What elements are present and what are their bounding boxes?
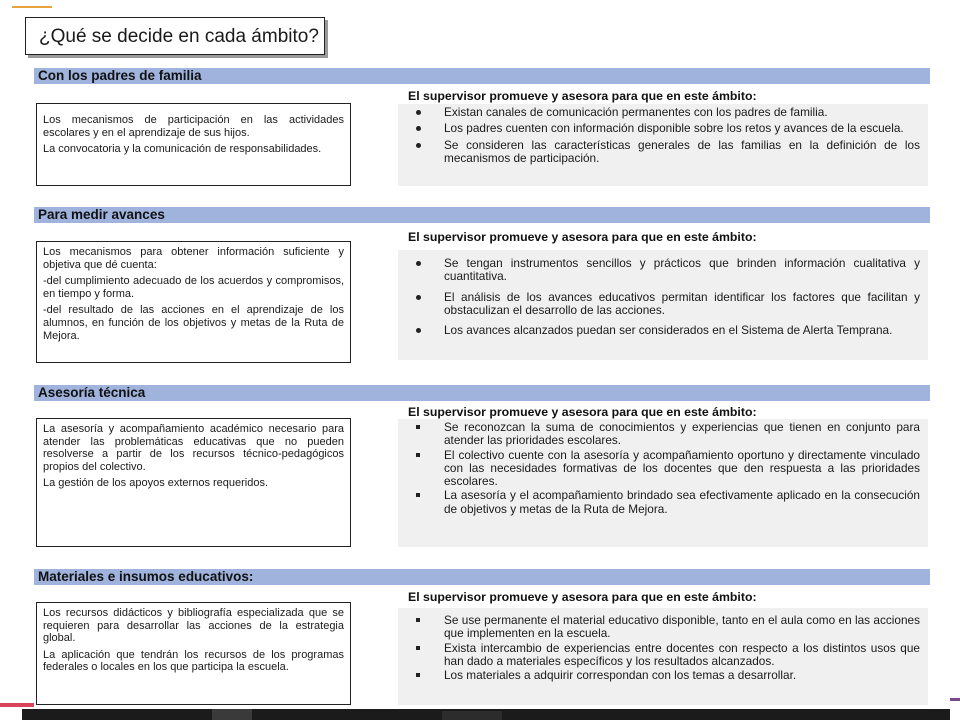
- section-heading-asesoria: Asesoría técnica: [34, 385, 930, 401]
- left-text: La aplicación que tendrán los recursos de los programas federales o locales en los que participa la escuela.: [43, 648, 344, 674]
- left-text: Los recursos didácticos y bibliografía especializada que se requieren para desarrollar las acciones de la estrategia global.: [43, 607, 344, 645]
- red-accent-mark: [0, 703, 34, 707]
- section-heading-materiales: Materiales e insumos educativos:: [34, 569, 930, 585]
- right-heading-asesoria: El supervisor promueve y asesora para que en este ámbito:: [408, 405, 757, 419]
- right-box-materiales: [398, 608, 928, 705]
- right-box-asesoria: [398, 419, 928, 547]
- left-box-asesoria: [36, 418, 351, 547]
- left-text: La gestión de los apoyos externos requeridos.: [43, 477, 269, 490]
- page-title: ¿Qué se decide en cada ámbito?: [25, 17, 325, 55]
- right-heading-avances: El supervisor promueve y asesora para que en este ámbito:: [408, 230, 757, 244]
- bullet-item: Los materiales a adquirir correspondan con los temas a desarrollar.: [412, 669, 920, 682]
- bullet-item: El análisis de los avances educativos permitan identificar los factores que facilitan y obstaculizan el desarrollo de las acciones.: [412, 291, 920, 318]
- right-box-padres: [398, 104, 928, 186]
- section-heading-padres: Con los padres de familia: [34, 68, 930, 84]
- bullet-item: Los avances alcanzados puedan ser considerados en el Sistema de Alerta Temprana.: [412, 324, 920, 337]
- right-box-avances: [398, 250, 928, 360]
- bullet-item: Existan canales de comunicación permanentes con los padres de familia.: [412, 106, 920, 119]
- left-box-padres: [36, 103, 351, 186]
- bullet-item: Exista intercambio de experiencias entre docentes con respecto a los distintos usos que han dado a materiales específicos y los resultados alcanzados.: [412, 642, 920, 669]
- right-heading-materiales: El supervisor promueve y asesora para que en este ámbito:: [408, 590, 757, 604]
- bottom-bar-segment: [212, 709, 252, 720]
- bottom-bar: [22, 709, 950, 720]
- left-box-materiales: [36, 602, 351, 705]
- left-text: -del resultado de las acciones en el aprendizaje de los alumnos, en función de los objetivos y metas de la Ruta de Mejora.: [43, 304, 344, 342]
- section-heading-avances: Para medir avances: [34, 207, 930, 223]
- bullet-item: Se consideren las características generales de las familias en la definición de los mecanismos de participación.: [412, 139, 920, 166]
- left-text: Los mecanismos de participación en las actividades escolares y en el aprendizaje de sus hijos.: [43, 114, 344, 139]
- bullet-item: La asesoría y el acompañamiento brindado sea efectivamente aplicado en la consecución de objetivos y metas de la Ruta de Mejora.: [412, 489, 920, 516]
- bullet-item: Se reconozcan la suma de conocimientos y experiencias que tienen en conjunto para atender las prioridades escolares.: [412, 421, 920, 448]
- bullet-item: Los padres cuenten con información disponible sobre los retos y avances de la escuela.: [412, 122, 920, 135]
- bullet-item: El colectivo cuente con la asesoría y acompañamiento oportuno y directamente vinculado con las necesidades formativas de los docentes que den respuesta a las prioridades escolares.: [412, 449, 920, 489]
- left-text: La convocatoria y la comunicación de responsabilidades.: [43, 143, 322, 156]
- accent-line: [12, 6, 52, 8]
- left-text: La asesoría y acompañamiento académico necesario para atender las problemáticas educativas que no pueden resolverse a partir de los recursos técnico-pedagógicos propios del colectivo.: [43, 423, 344, 473]
- left-text: -del cumplimiento adecuado de los acuerdos y compromisos, en tiempo y forma.: [43, 275, 344, 300]
- right-heading-padres: El supervisor promueve y asesora para que en este ámbito:: [408, 89, 757, 103]
- purple-accent-mark: [950, 698, 960, 701]
- left-text: Los mecanismos para obtener información suficiente y objetiva que dé cuenta:: [43, 246, 344, 271]
- left-box-avances: [36, 241, 351, 363]
- bullet-item: Se tengan instrumentos sencillos y prácticos que brinden información cualitativa y cuantitativa.: [412, 257, 920, 284]
- bullet-item: Se use permanente el material educativo disponible, tanto en el aula como en las acciones que implementen en la escuela.: [412, 614, 920, 641]
- bottom-bar-segment: [442, 711, 502, 720]
